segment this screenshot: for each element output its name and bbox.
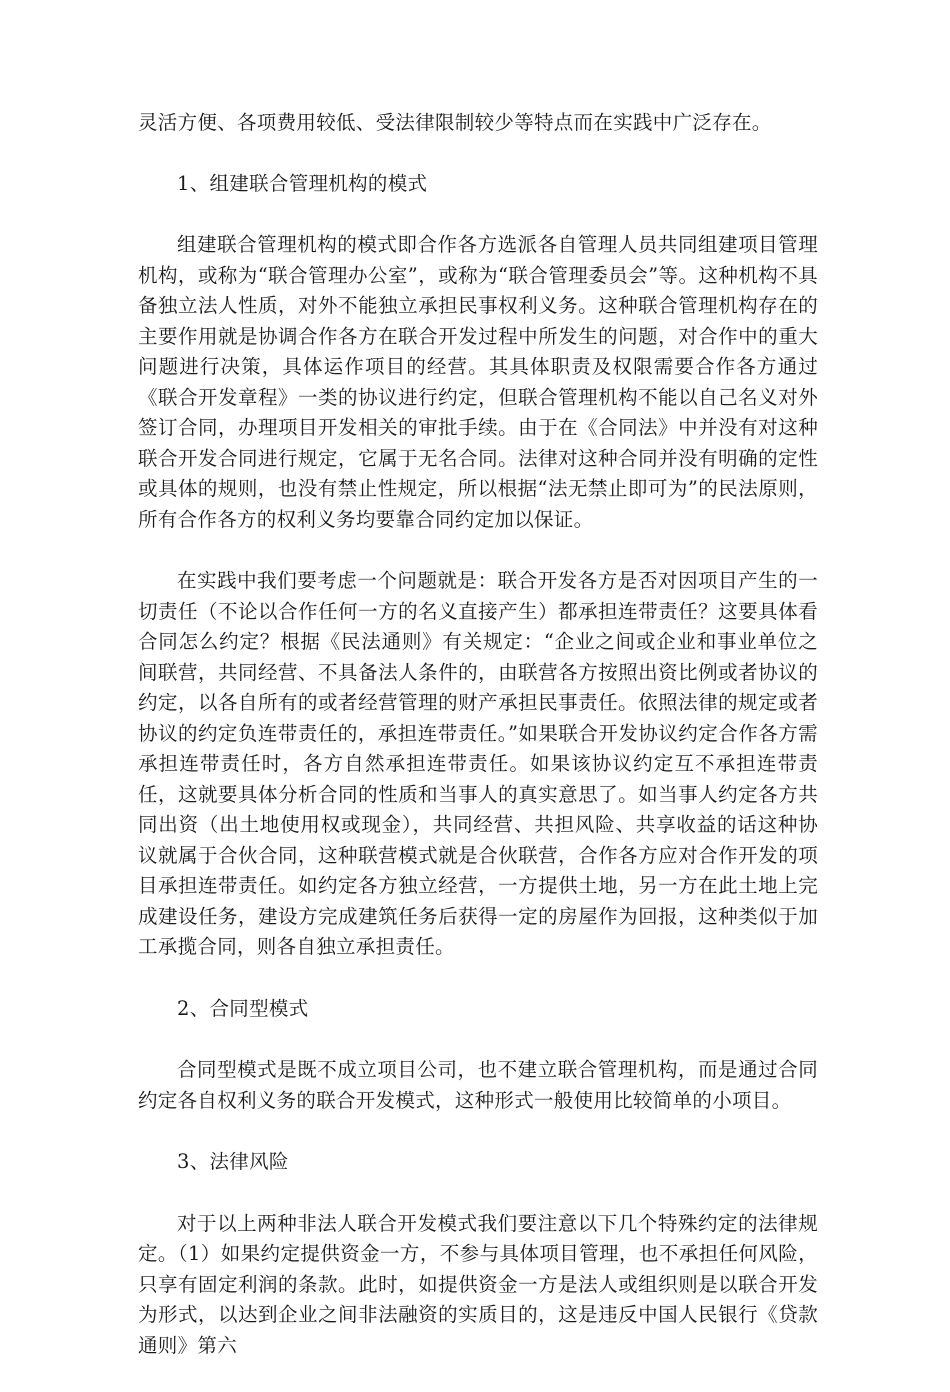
section-heading-2: 2、合同型模式: [177, 996, 309, 1020]
paragraph-joint-liability: 在实践中我们要考虑一个问题就是：联合开发各方是否对因项目产生的一切责任（不论以合作任何一方的名义直接产生）都承担连带责任？这要具体看合同怎么约定？根据《民法通则》有关规定：“企业之间或企业和事业单位之间联营，共同经营、不具备法人条件的，由联营各方按照出资比例或者协议的约定，以各自所有的或者经营管理的财产承担民事责任。依照法律的规定或者协议的约定负连带责任的，承担连带责任。”如果联合开发协议约定合作各方需承担连带责任时，各方自然承担连带责任。如果该协议约定互不承担连带责任，这就要具体分析合同的性质和当事人的真实意思了。如当事人约定各方共同出资（出土地使用权或现金），共同经营、共担风险、共享收益的话这种协议就属于合伙合同，这种联营模式就是合伙联营，合作各方应对合作开发的项目承担连带责任。如约定各方独立经营，一方提供土地，另一方在此土地上完成建设任务，建设方完成建筑任务后获得一定的房屋作为回报，这种类似于加工承揽合同，则各自独立承担责任。: [138, 569, 818, 958]
section-heading-1: 1、组建联合管理机构的模式: [177, 171, 428, 195]
paragraph-legal-risk: 对于以上两种非法人联合开发模式我们要注意以下几个特殊约定的法律规定。（1）如果约定提供资金一方，不参与具体项目管理，也不承担任何风险，只享有固定利润的条款。此时，如提供资金一方是法人或组织则是以联合开发为形式，以达到企业之间非法融资的实质目的，这是违反中国人民银行《贷款通则》第六: [138, 1211, 818, 1357]
paragraph-joint-management-body: 组建联合管理机构的模式即合作各方选派各自管理人员共同组建项目管理机构，或称为“联合管理办公室”，或称为“联合管理委员会”等。这种机构不具备独立法人性质，对外不能独立承担民事权利义务。这种联合管理机构存在的主要作用就是协调合作各方在联合开发过程中所发生的问题，对合作中的重大问题进行决策，具体运作项目的经营。其具体职责及权限需要合作各方通过《联合开发章程》一类的协议进行约定，但联合管理机构不能以自己名义对外签订合同，办理项目开发相关的审批手续。由于在《合同法》中并没有对这种联合开发合同进行规定，它属于无名合同。法律对这种合同并没有明确的定性或具体的规则，也没有禁止性规定，所以根据“法无禁止即可为”的民法原则，所有合作各方的权利义务均要靠合同约定加以保证。: [138, 233, 818, 531]
paragraph-continuation: 灵活方便、各项费用较低、受法律限制较少等特点而在实践中广泛存在。: [138, 111, 772, 134]
document-body: [138, 108, 818, 1392]
paragraph-contract-model: 合同型模式是既不成立项目公司，也不建立联合管理机构，而是通过合同约定各自权利义务的联合开发模式，这种形式一般使用比较简单的小项目。: [138, 1058, 818, 1112]
section-heading-3: 3、法律风险: [177, 1150, 289, 1173]
